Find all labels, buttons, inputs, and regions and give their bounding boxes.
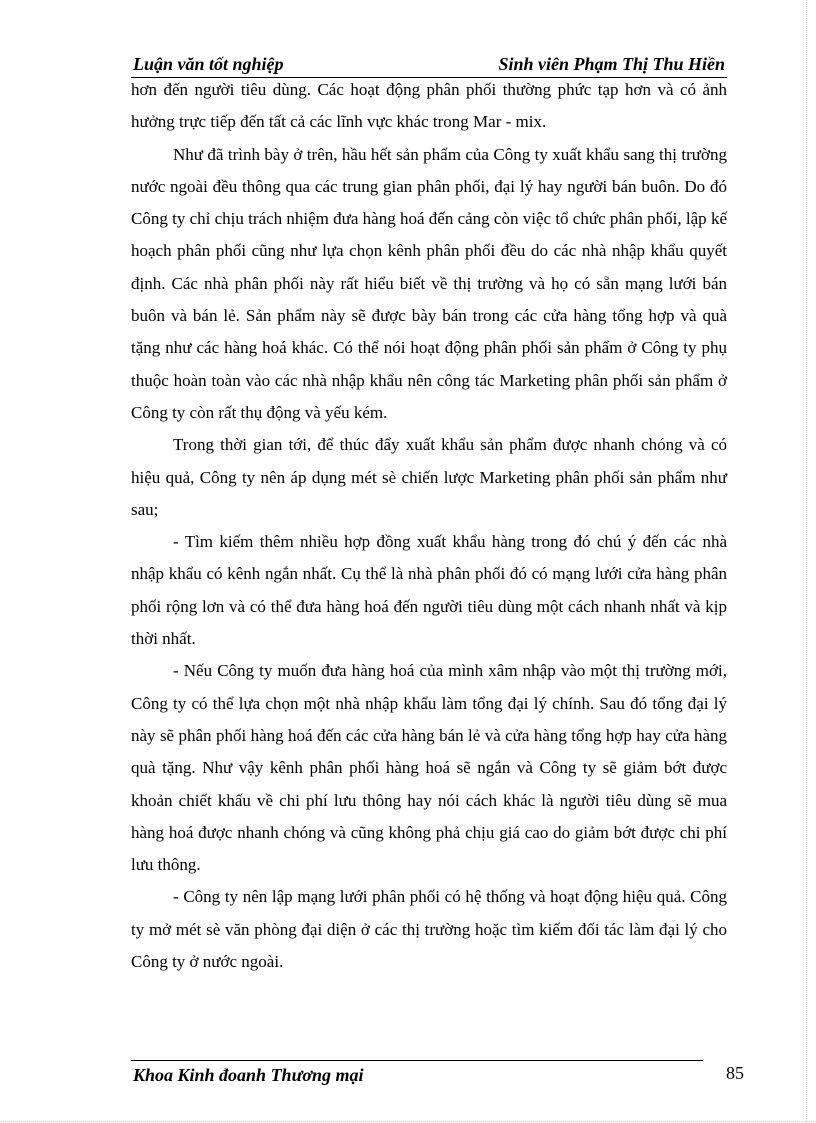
page-edge-bottom	[0, 1121, 816, 1122]
body-text	[131, 74, 727, 978]
page-number: 85	[726, 1063, 744, 1083]
bullet-paragraph: - Tìm kiếm thêm nhiều hợp đồng xuất khẩu hàng trong đó chú ý đến các nhà nhập khẩu có kênh ngắn nhất. Cụ thể là nhà phân phối đó có mạng lưới cửa hàng phân phối rộng lơn và có thể đưa hàng hoá đến người tiêu dùng một cách nhanh nhất và kịp thời nhất.	[131, 532, 727, 649]
paragraph: Như đã trình bày ở trên, hầu hết sản phẩm của Công ty xuất khẩu sang thị trường nước ngoài đều thông qua các trung gian phân phối, đại lý hay người bán buôn. Do đó Công ty chỉ chịu trách nhiệm đưa hàng hoá đến cảng còn việc tổ chức phân phối, lập kế hoạch phân phối cũng như lựa chọn kênh phân phối đều do các nhà nhập khẩu quyết định. Các nhà phân phối này rất hiểu biết về thị trường và họ có sẵn mạng lưới bán buôn và bán lẻ. Sản phẩm này sẽ được bày bán trong các cửa hàng tổng hợp và quà tặng như các hàng hoá khác. Có thể nói hoạt động phân phối sản phẩm ở Công ty phụ thuộc hoàn toàn vào các nhà nhập khẩu nên công tác Marketing phân phối sản phẩm ở Công ty còn rất thụ động và yếu kém.	[131, 144, 727, 422]
paragraph-continuation: hơn đến người tiêu dùng. Các hoạt động phân phối thường phức tạp hơn và có ảnh hưởng trực tiếp đến tất cả các lĩnh vực khác trong Mar - mix.	[131, 80, 727, 132]
paragraph: Trong thời gian tới, để thúc đẩy xuất khẩu sản phẩm được nhanh chóng và có hiệu quả, Công ty nên áp dụng mét sè chiến lược Marketing phân phối sản phẩm như sau;	[131, 435, 727, 519]
footer-rule	[131, 1060, 703, 1061]
page-edge-right	[806, 0, 807, 1123]
bullet-paragraph: - Nếu Công ty muốn đưa hàng hoá của mình xâm nhập vào một thị trường mới, Công ty có thể lựa chọn một nhà nhập khẩu làm tổng đại lý chính. Sau đó tổng đại lý này sẽ phân phối hàng hoá đến các cửa hàng bán lẻ và cửa hàng tổng hợp hay cửa hàng quà tặng. Như vậy kênh phân phối hàng hoá sẽ ngắn và Công ty sẽ giảm bớt được khoản chiết khấu về chi phí lưu thông hay nói cách khác là người tiêu dùng sẽ mua hàng hoá được nhanh chóng và cũng không phả chịu giá cao do giảm bớt được chi phí lưu thông.	[131, 661, 727, 875]
bullet-paragraph: - Công ty nên lập mạng lưới phân phối có hệ thống và hoạt động hiệu quả. Công ty mở mét sè văn phòng đại diện ở các thị trường hoặc tìm kiếm đối tác làm đại lý cho Công ty ở nước ngoài.	[131, 887, 727, 972]
header-student-name: Sinh viên Phạm Thị Thu Hiền	[498, 54, 725, 74]
header-thesis-title: Luận văn tốt nghiệp	[133, 54, 284, 74]
footer-faculty: Khoa Kinh đoanh Thương mại	[133, 1065, 364, 1085]
